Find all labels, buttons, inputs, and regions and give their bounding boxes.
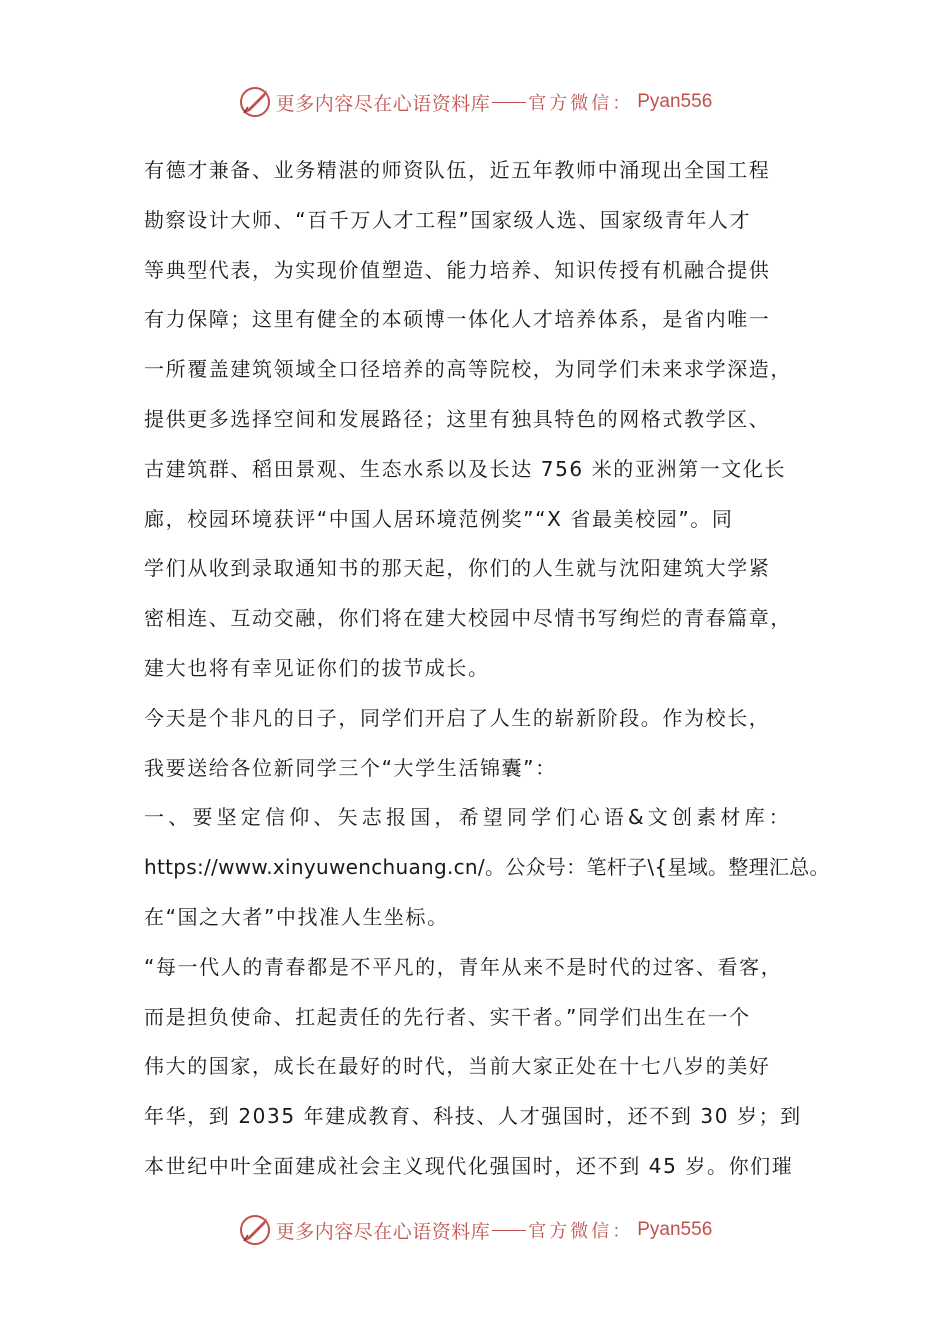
header-label: 官方微信：	[528, 93, 634, 114]
text-line: 在“国之大者”中找准人生坐标。	[144, 904, 449, 929]
text-line: 我要送给各位新同学三个“大学生活锦囊”：	[144, 755, 557, 780]
text-line: 伟大的国家，成长在最好的时代，当前大家正处在十七八岁的美好	[144, 1054, 771, 1079]
text-line-url: https://www.xinyuwenchuang.cn/。公众号：笔杆子\{星域。整理汇总。	[144, 855, 830, 880]
text-line: 一、要坚定信仰、矢志报国，希望同学们心语&文创素材库：	[144, 805, 793, 830]
quill-logo-icon	[238, 85, 272, 119]
header-watermark	[0, 84, 950, 120]
footer-brand: 更多内容尽在心语资料库	[275, 1220, 491, 1243]
footer-wechat-id: Pyan556	[637, 1219, 713, 1240]
text-line: 有德才兼备、业务精湛的师资队伍，近五年教师中涌现出全国工程	[144, 158, 771, 182]
header-brand: 更多内容尽在心语资料库	[275, 92, 491, 115]
quill-logo-icon	[238, 1213, 272, 1247]
body-text	[144, 150, 830, 1196]
text-line: 勘察设计大师、“百千万人才工程”国家级人选、国家级青年人才	[144, 207, 752, 232]
text-line: 学们从收到录取通知书的那天起，你们的人生就与沈阳建筑大学紧	[144, 556, 771, 581]
text-line: “每一代人的青春都是不平凡的，青年从来不是时代的过客、看客，	[144, 954, 783, 979]
text-line: 廊，校园环境获评“中国人居环境范例奖”“X 省最美校园”。同	[144, 506, 734, 531]
text-line: 一所覆盖建筑领域全口径培养的高等院校，为同学们未来求学深造，	[144, 357, 792, 382]
text-line: 而是担负使命、扛起责任的先行者、实干者。”同学们出生在一个	[144, 1004, 751, 1029]
text-line: 提供更多选择空间和发展路径；这里有独具特色的网格式教学区、	[144, 406, 771, 431]
text-line: 古建筑群、稻田景观、生态水系以及长达 756 米的亚洲第一文化长	[144, 456, 787, 481]
text-line: 密相连、互动交融，你们将在建大校园中尽情书写绚烂的青春篇章，	[144, 606, 792, 631]
header-wechat-id: Pyan556	[637, 91, 713, 112]
header-separator	[492, 102, 526, 103]
text-line: 建大也将有幸见证你们的拔节成长。	[144, 655, 490, 680]
text-line: 本世纪中叶全面建成社会主义现代化强国时，还不到 45 岁。你们璀	[144, 1153, 794, 1178]
text-line: 有力保障；这里有健全的本硕博一体化人才培养体系，是省内唯一	[144, 307, 771, 332]
footer-label: 官方微信：	[528, 1221, 634, 1242]
text-line: 年华，到 2035 年建成教育、科技、人才强国时，还不到 30 岁；到	[144, 1104, 802, 1129]
text-line: 等典型代表，为实现价值塑造、能力培养、知识传授有机融合提供	[144, 257, 771, 282]
footer-separator	[492, 1230, 526, 1231]
text-line: 今天是个非凡的日子，同学们开启了人生的崭新阶段。作为校长，	[144, 705, 771, 730]
footer-watermark	[0, 1212, 950, 1248]
